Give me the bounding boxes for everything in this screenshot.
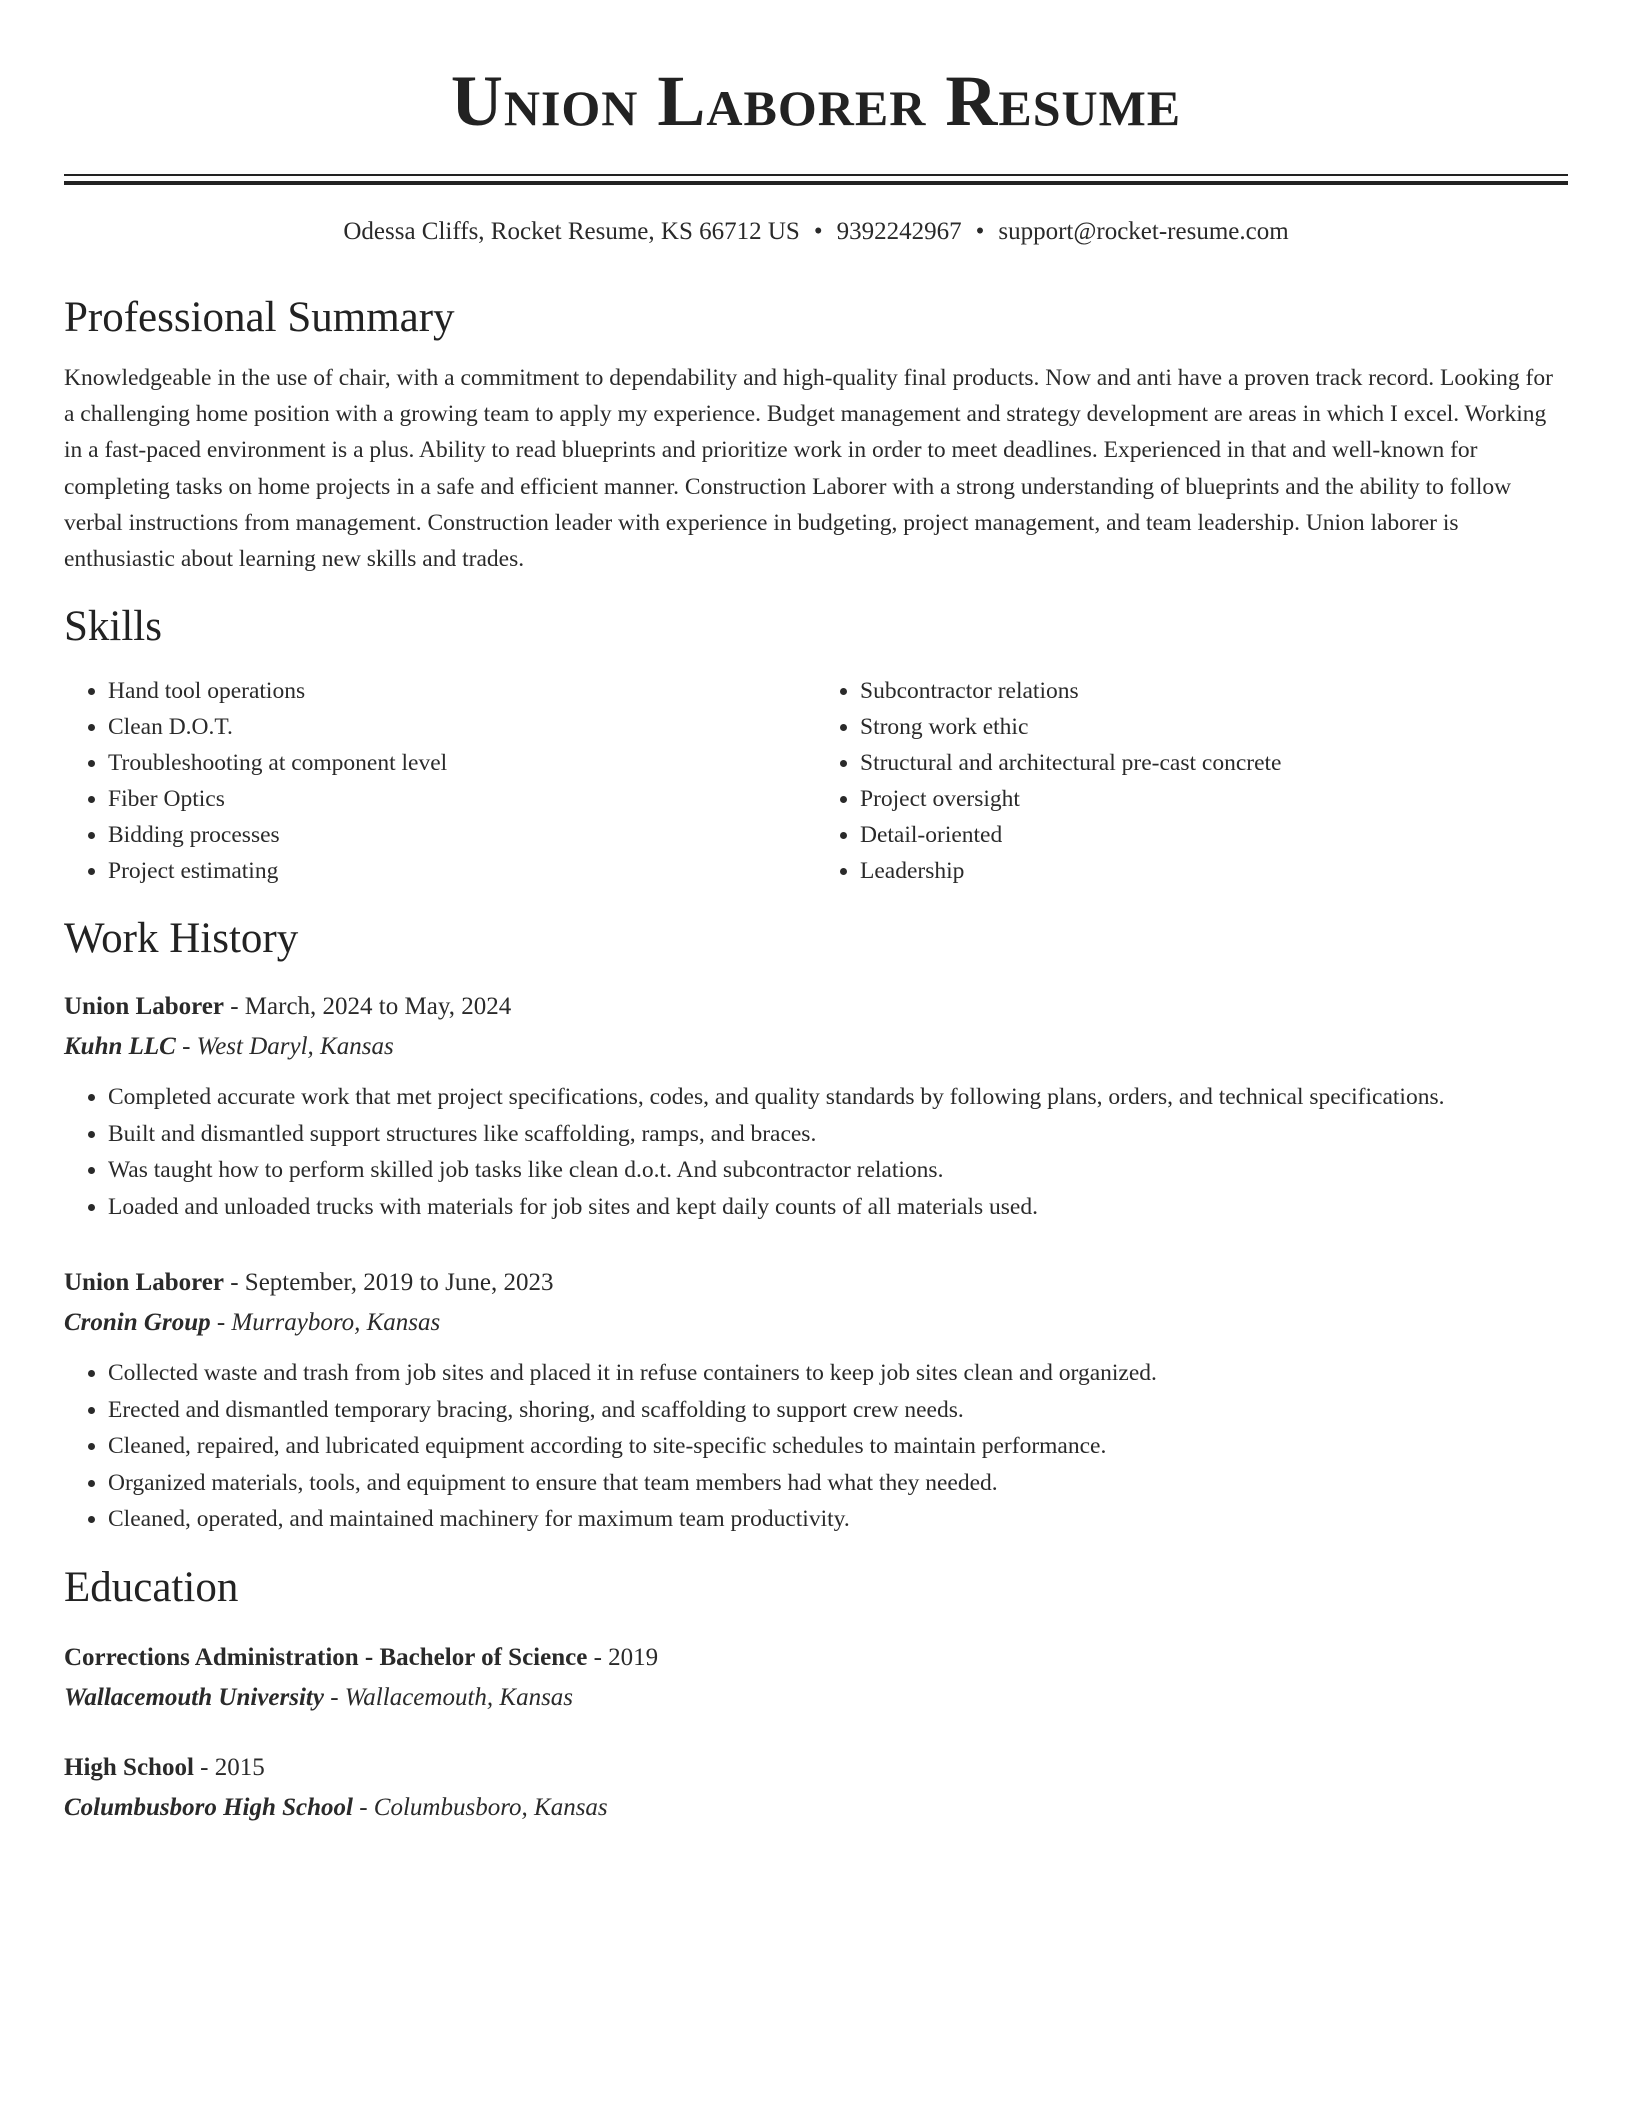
job-duty: • Built and dismantled support structures like scaffolding, ramps, and braces. [108, 1116, 1568, 1153]
skills-list-right [816, 673, 1568, 889]
education-year: - 2015 [193, 1753, 265, 1781]
education-year: - 2019 [587, 1643, 659, 1671]
summary-text: Knowledgeable in the use of chair, with a commitment to dependability and high-quality final products. Now and anti have a proven track record. Looking for a challenging home position with a growing team to apply my experience. Budget management and strategy development are areas in which I excel. Working in a fast-paced environment is a plus. Ability to read blueprints and prioritize work in order to meet deadlines. Experienced in that and well-known for completing tasks on home projects in a safe and efficient manner. Construction Laborer with a strong understanding of blueprints and the ability to follow verbal instructions from management. Construction leader with experience in budgeting, project management, and team leadership. Union laborer is enthusiastic about learning new skills and trades. [64, 365, 1553, 573]
job-location: - Murrayboro, Kansas [210, 1309, 441, 1337]
job-duty: • Loaded and unloaded trucks with materials for job sites and kept daily counts of all materials used. [108, 1189, 1568, 1226]
job-dates: - March, 2024 to May, 2024 [223, 993, 512, 1021]
job-duty: • Collected waste and trash from job sites and placed it in refuse containers to keep job sites clean and organized. [108, 1355, 1568, 1392]
contact-separator: • [813, 218, 823, 245]
job-title-line [64, 1263, 1568, 1303]
contact-phone: 9392242967 [836, 218, 962, 245]
job-duty: • Cleaned, operated, and maintained machinery for maximum team productivity. [108, 1501, 1568, 1538]
job-company-line [64, 1027, 1568, 1067]
job-duty: • Organized materials, tools, and equipment to ensure that team members had what they needed. [108, 1465, 1568, 1502]
skill-item: • Strong work ethic [860, 709, 1568, 745]
resume-title: Union Laborer Resume [450, 61, 1182, 141]
summary-heading: Professional Summary [64, 294, 455, 341]
education-degree-line [64, 1638, 1568, 1678]
job-title: Union Laborer [64, 1269, 224, 1297]
contact-email: support@rocket-resume.com [998, 218, 1289, 245]
contact-separator: • [975, 218, 985, 245]
skill-item: • Fiber Optics [108, 781, 816, 817]
job-entry [64, 987, 1568, 1225]
education-degree: Corrections Administration - Bachelor of Science [64, 1643, 588, 1671]
skill-item: • Subcontractor relations [860, 673, 1568, 709]
job-entry [64, 1263, 1568, 1538]
job-company: Cronin Group [64, 1309, 211, 1337]
contact-address: Odessa Cliffs, Rocket Resume, KS 66712 US [343, 218, 800, 245]
job-duty: • Was taught how to perform skilled job tasks like clean d.o.t. And subcontractor relations. [108, 1152, 1568, 1189]
job-company: Kuhn LLC [64, 1033, 176, 1061]
skill-item: • Clean D.O.T. [108, 709, 816, 745]
skills-list-left [64, 673, 816, 889]
skill-item: • Troubleshooting at component level [108, 745, 816, 781]
work-history-heading: Work History [64, 915, 299, 963]
title-divider [64, 174, 1568, 185]
skill-item: • Project estimating [108, 853, 816, 889]
contact-line [64, 216, 1568, 248]
education-degree-line [64, 1748, 1568, 1788]
skill-item: • Structural and architectural pre-cast concrete [860, 745, 1568, 781]
job-location: - West Daryl, Kansas [175, 1033, 394, 1061]
job-duties-list [64, 1079, 1568, 1225]
education-school-line [64, 1678, 1568, 1718]
job-dates: - September, 2019 to June, 2023 [223, 1269, 554, 1297]
job-title-line [64, 987, 1568, 1027]
education-school: Columbusboro High School [64, 1793, 353, 1821]
job-duty: • Erected and dismantled temporary bracing, shoring, and scaffolding to support crew needs. [108, 1392, 1568, 1429]
job-duty: • Completed accurate work that met project specifications, codes, and quality standards by following plans, orders, and technical specifications. [108, 1079, 1568, 1116]
education-location: - Wallacemouth, Kansas [323, 1683, 574, 1711]
skills-grid [64, 673, 1568, 889]
skill-item: • Leadership [860, 853, 1568, 889]
job-company-line [64, 1303, 1568, 1343]
education-degree: High School [64, 1753, 194, 1781]
skill-item: • Detail-oriented [860, 817, 1568, 853]
education-heading: Education [64, 1563, 239, 1611]
skill-item: • Project oversight [860, 781, 1568, 817]
skill-item: • Bidding processes [108, 817, 816, 853]
education-entry [64, 1748, 1568, 1828]
education-school-line [64, 1788, 1568, 1828]
education-location: - Columbusboro, Kansas [352, 1793, 608, 1821]
job-duty: • Cleaned, repaired, and lubricated equipment according to site-specific schedules to maintain performance. [108, 1428, 1568, 1465]
education-entry [64, 1638, 1568, 1718]
job-duties-list [64, 1355, 1568, 1538]
skills-heading: Skills [64, 603, 162, 651]
skill-item: • Hand tool operations [108, 673, 816, 709]
job-title: Union Laborer [64, 993, 224, 1021]
education-school: Wallacemouth University [64, 1683, 324, 1711]
